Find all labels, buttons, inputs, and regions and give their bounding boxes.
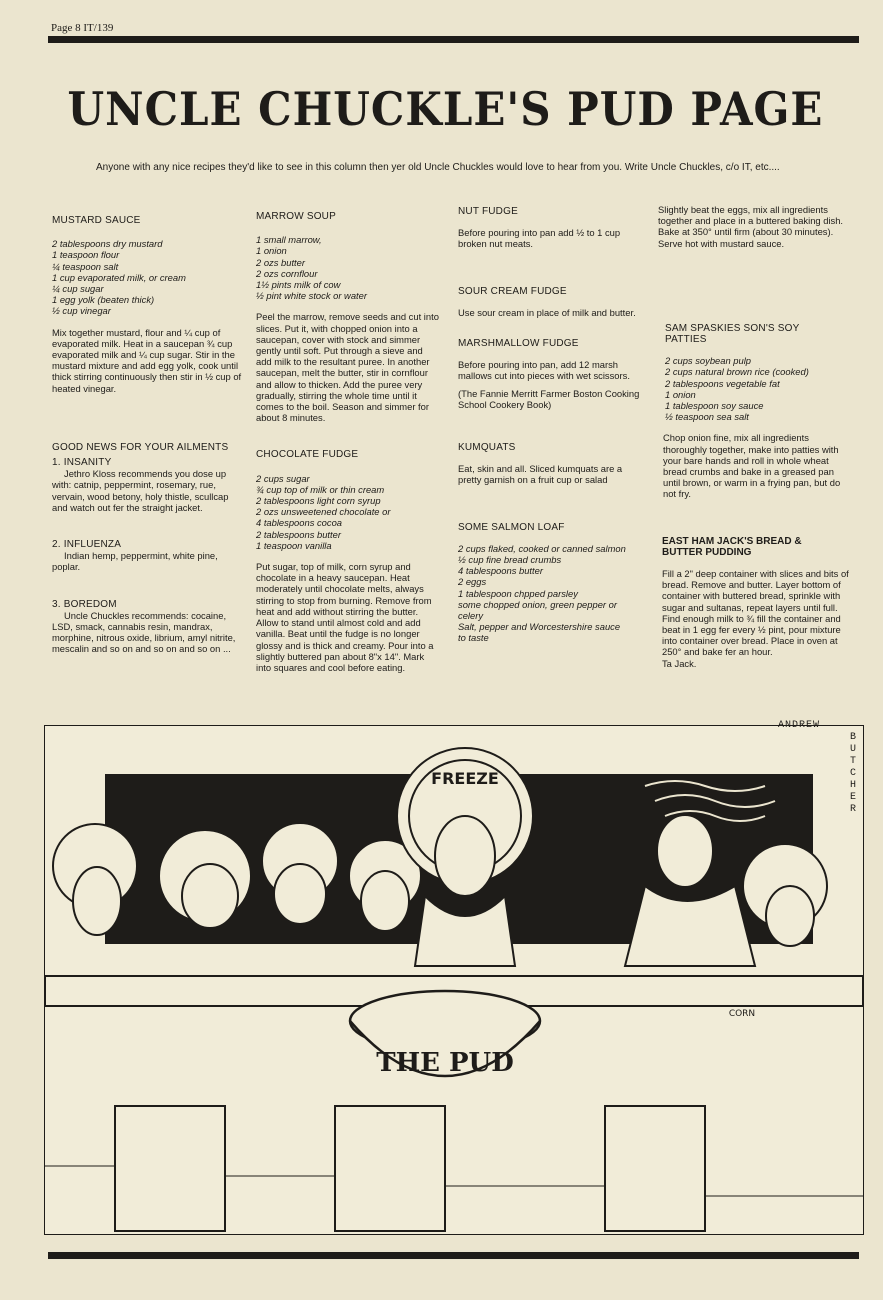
kumquat-text: Eat, skin and all. Sliced kumquats are a pretty garnish on a fruit cup or salad [458,463,623,486]
salmon-ingredients [458,543,643,644]
ingredient: 1 teaspoon flour [52,249,120,261]
last-supper-illustration [44,725,864,1235]
intro-text: Anyone with any nice recipes they'd like to see in this column then yer old Uncle Chuckles would love to hear from you. Write Uncle Chuckles, c/o IT, etc.... [96,162,780,173]
column-1 [52,215,244,655]
boredom-heading: 3. BOREDOM [52,598,117,610]
ingredient: 1 cup evaporated milk, or cream [52,271,186,283]
pud-bowl-label: THE PUD [376,1048,514,1078]
insanity-heading: 1. INSANITY [52,457,112,469]
illustration-drawing [45,726,863,1234]
ailments-heading: GOOD NEWS FOR YOUR AILMENTS [52,441,229,453]
sour-text: Use sour cream in place of milk and butter. [458,306,636,318]
ingredient: ½ cup fine bread crumbs [458,554,562,566]
ingredient: 2 cups soybean pulp [665,355,752,367]
ingredient: 1 onion [256,245,287,257]
sour-heading: SOUR CREAM FUDGE [458,285,567,297]
choc-ingredients [256,473,441,551]
boredom-text: Uncle Chuckles recommends: cocaine, LSD, smack, cannabis resin, mandrax, morphine, nitrous oxide, librium, amyl nitrite, mescalin and so on and so on and so on ... [52,609,236,655]
chairs [115,1106,705,1231]
signature-letter: T [849,756,856,767]
soy-heading: SAM SPASKIES SON'S SOY PATTIES [665,322,800,346]
page-title: UNCLE CHUCKLE'S PUD PAGE [67,83,824,136]
ingredient: 2 cups natural brown rice (cooked) [665,366,809,378]
pud-bowl [350,991,540,1078]
column-2 [256,211,441,673]
mustard-method: Mix together mustard, flour and ¼ cup of evaporated milk. Heat in a saucepan ¾ cup evaporated milk and ¼ cup sugar. Stir in the mustard mixture and add egg yolk, cook until thick stirring continuously then stir in ½ cup of heated vinegar. [52,326,242,394]
ingredient: ¼ teaspoon salt [52,260,119,272]
column-4 [658,204,850,669]
marrow-heading: MARROW SOUP [256,211,336,222]
ingredient: 2 tablespoons light corn syrup [256,495,381,507]
ingredient: 2 ozs unsweetened chocolate or [256,506,391,518]
ingredient: 2 cups flaked, cooked or canned salmon [458,542,626,554]
marrow-ingredients [256,234,441,301]
salmon-heading: SOME SALMON LOAF [458,521,565,533]
ingredient: ½ teaspoon sea salt [665,411,749,423]
marrow-method: Peel the marrow, remove seeds and cut into slices. Put it, with chopped onion into a saucepan, cover with stock and simmer gently until soft. Put through a sieve and add milk to the resultant puree. In another saucepan, melt the butter, stir in cornflour and allow to thicken. Add the puree very gradually, stirring the whole time until it comes to the boil. Season and simmer for about 8 minutes. [256,311,439,424]
signature-letter: C [849,768,856,779]
source-text: (The Fannie Merritt Farmer Boston Cooking School Cookery Book) [458,387,640,410]
marsh-text: Before pouring into pan, add 12 marsh mallows cut into pieces with wet scissors. [458,359,630,382]
ingredient: 2 ozs butter [256,256,305,268]
ingredient: ¾ cup top of milk or thin cream [256,483,385,495]
ingredient: celery [458,610,484,622]
ingredient: ½ pint white stock or water [256,290,367,302]
ingredient: 1 tablespoon soy sauce [665,400,764,412]
ingredient: 1 tablespoon chpped parsley [458,587,578,599]
ingredient: 2 cups sugar [256,472,310,484]
ingredient: ¼ cup sugar [52,283,104,295]
ingredient: ½ cup vinegar [52,305,111,317]
influenza-heading: 2. INFLUENZA [52,539,122,551]
artist-signature: ANDREW [778,720,821,731]
nut-text: Before pouring into pan add ½ to 1 cup broken nut meats. [458,227,621,250]
ingredient: 2 tablespoons dry mustard [52,238,163,250]
signature-letter: B [849,732,856,743]
signature-letter: E [849,792,856,803]
mustard-ingredients [52,238,244,316]
signature-letter: U [849,744,856,755]
bottle-label: CORN [728,1009,756,1019]
ingredient: 2 tablespoons butter [256,528,341,540]
page-label: Page 8 IT/139 [51,22,114,34]
choc-method: Put sugar, top of milk, corn syrup and chocolate in a heavy saucepan. Heat moderately until chocolate melts, always stirring to stop from burning. Remove from heat and add without stirring the butter. Allow to stand until almost cold and add vanilla. Beat until the fudge is no longer glossy and is thick and creamy. Pour into a slightly buttered pan about 8"x 14". Mark into squares and cool before eating. [256,561,434,673]
influenza-text: Indian hemp, peppermint, white pine, poplar. [52,550,218,573]
salmon-method: Slightly beat the eggs, mix all ingredients together and place in a buttered baking dish. Bake at 350° until firm (about 30 minutes). Serve hot with mustard sauce. [658,204,844,249]
marsh-heading: MARSHMALLOW FUDGE [458,338,579,350]
ingredient: 4 tablespoons butter [458,565,543,577]
top-rule [48,36,859,43]
ingredient: 2 ozs cornflour [256,267,318,279]
insanity-text: Jethro Kloss recommends you dose up with: catnip, peppermint, rosemary, rue, vervain, wood betony, holy thistle, scullcap and watch out fer the straight jacket. [52,468,229,513]
signature-letter: H [849,780,856,791]
halo-lettering: FREEZE [431,769,499,788]
signature-letter: R [849,804,856,815]
pudding-method: Fill a 2" deep container with slices and bits of bread. Remove and butter. Layer bottom of container with buttered bread, sprinkle with sugar and sultanas, repeat layers until full. Find enough milk to ¾ fill the container and beat in 1 egg fer every ½ pint, pour mixture into container over bread. Place in oven at 250° and bake fer an hour. [662,568,849,658]
ingredient: 1 egg yolk (beaten thick) [52,294,155,306]
ingredient: 2 tablespoons vegetable fat [665,377,780,389]
ingredient: Salt, pepper and Worcestershire sauce [458,621,621,633]
ingredient: 1 teaspoon vanilla [256,539,332,551]
soy-method: Chop onion fine, mix all ingredients thoroughly together, make into patties with your bare hands and roll in whole wheat bread crumbs and bake in a greased pan until brown, or warm in a frying pan, but do not fry. [663,432,841,500]
bottom-rule [48,1252,859,1259]
pudding-heading: EAST HAM JACK'S BREAD & BUTTER PUDDING [662,535,802,558]
ingredient: 1½ pints milk of cow [256,279,341,291]
pudding-signoff: Ta Jack. [662,657,697,669]
column-3 [458,206,643,644]
ingredient: some chopped onion, green pepper or [458,598,617,610]
ingredient: 4 tablespoons cocoa [256,517,343,529]
soy-ingredients [658,355,850,422]
ingredient: 2 eggs [458,576,487,588]
ingredient: to taste [458,632,489,644]
kumquat-heading: KUMQUATS [458,442,516,454]
choc-heading: CHOCOLATE FUDGE [256,449,359,461]
ingredient: 1 small marrow, [256,234,322,246]
ingredient: 1 onion [665,388,696,400]
nut-heading: NUT FUDGE [458,206,518,217]
artist-signature-vertical [848,732,858,816]
mustard-heading: MUSTARD SAUCE [52,215,141,226]
